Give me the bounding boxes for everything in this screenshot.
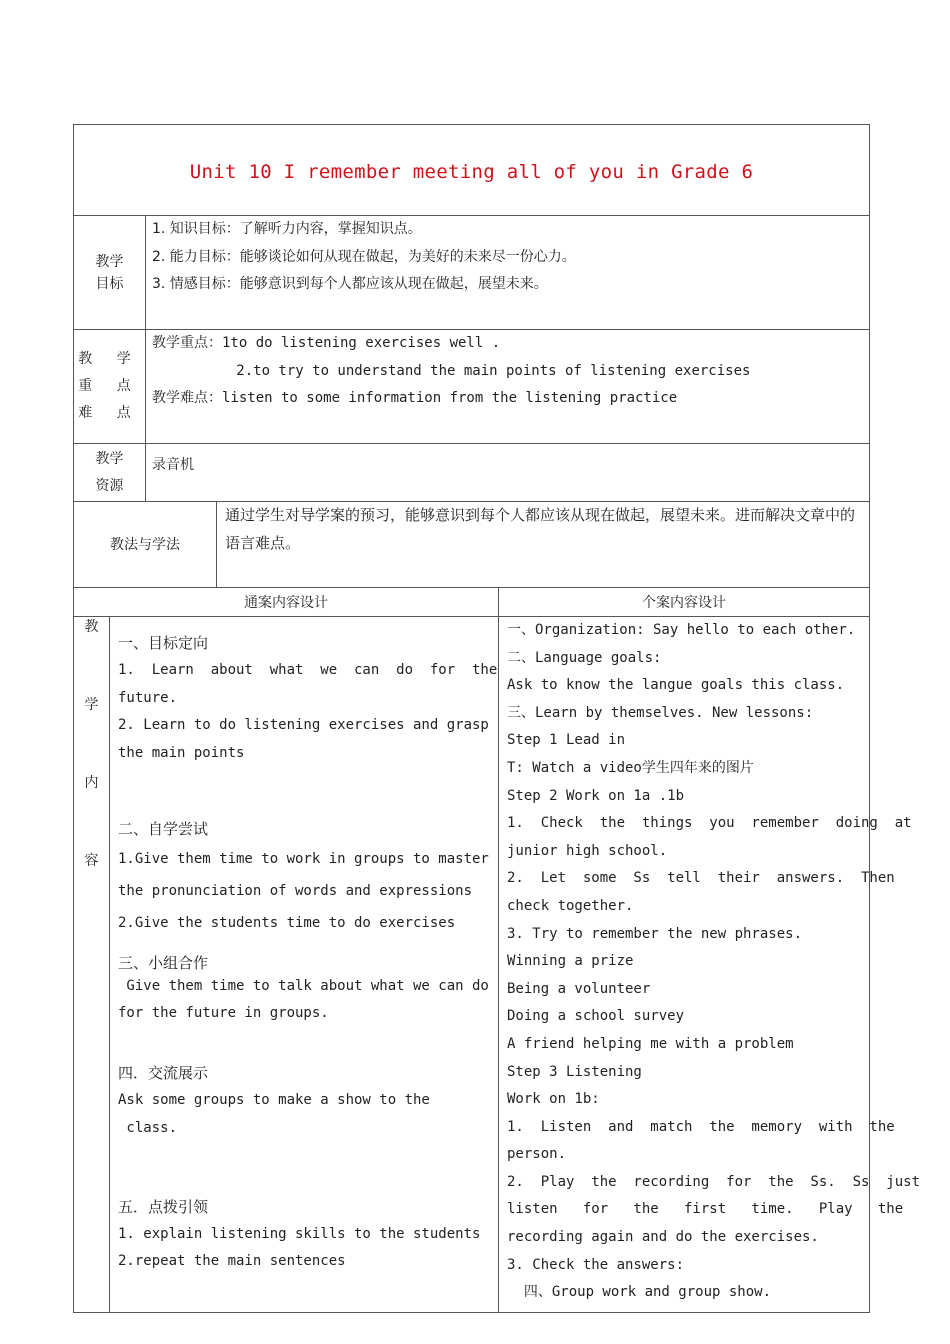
plan-line: A friend helping me with a problem	[507, 1035, 794, 1052]
key-points-content	[146, 330, 870, 444]
objective-item: 3. 情感目标：能够意识到每个人都应该从现在做起，展望未来。	[152, 276, 548, 293]
plan-line: Step 2 Work on 1a .1b	[507, 787, 685, 804]
plan-line: future.	[118, 689, 178, 706]
resources-value: 录音机	[152, 457, 194, 473]
plan-line: Ask to know the langue goals this class.	[507, 677, 845, 694]
plan-line: 2.Give the students time to do exercises	[118, 915, 456, 932]
plan-line: Doing a school survey	[507, 1008, 685, 1025]
plan-line: 3. Try to remember the new phrases.	[507, 925, 803, 942]
plan-line: 1. explain listening skills to the students	[118, 1225, 481, 1242]
objectives-content	[146, 216, 870, 330]
plan-line: person.	[507, 1146, 567, 1163]
methods-value: 通过学生对导学案的预习，能够意识到每个人都应该从现在做起，展望未来。进而解决文章中的语言难点。	[225, 506, 856, 552]
section-heading: 三、小组合作	[118, 954, 209, 973]
objective-item: 2. 能力目标：能够谈论如何从现在做起，为美好的未来尽一份心力。	[152, 248, 576, 265]
plan-line: class.	[118, 1119, 178, 1136]
plan-line: T: Watch a video学生四年来的图片	[507, 759, 754, 776]
section-heading: 五．点拨引领	[118, 1197, 209, 1216]
individual-plan-lines	[507, 617, 921, 1307]
plan-line: 1. Listen and match the memory with the	[507, 1118, 895, 1135]
plan-line: recording again and do the exercises.	[507, 1229, 819, 1246]
plan-line: 2.repeat the main sentences	[118, 1253, 346, 1270]
content-label: 教 学 内 容	[74, 617, 110, 1313]
resources-content	[146, 444, 870, 502]
plan-line: Step 3 Listening	[507, 1063, 642, 1080]
lesson-plan-table	[73, 124, 921, 1313]
key-point-line: 2.to try to understand the main points of listening exercises	[152, 362, 751, 379]
plan-line: 三、Learn by themselves. New lessons:	[507, 704, 814, 721]
plan-line: junior high school.	[507, 842, 668, 859]
plan-line: 1. Learn about what we can do for the	[118, 662, 498, 678]
resources-label: 教学 资源	[74, 444, 146, 502]
plan-line: 一、Organization: Say hello to each other.	[507, 622, 856, 638]
key-point-line: 教学重点：1to do listening exercises well .	[152, 335, 501, 351]
objectives-label: 教学 目标	[74, 216, 146, 330]
page-title: Unit 10 I remember meeting all of you in Grade 6	[189, 161, 754, 183]
plan-line: check together.	[507, 897, 634, 914]
section-heading: 四．交流展示	[118, 1064, 209, 1083]
plan-line: Work on 1b:	[507, 1091, 600, 1108]
methods-content	[217, 502, 870, 588]
title-cell	[74, 125, 870, 216]
section-heading: 二、自学尝试	[118, 820, 209, 839]
plan-line: 2. Play the recording for the Ss. Ss just	[507, 1173, 921, 1190]
objective-item: 1. 知识目标：了解听力内容，掌握知识点。	[152, 221, 422, 237]
plan-line: Give them time to talk about what we can do	[118, 978, 489, 995]
plan-line: 2. Learn to do listening exercises and grasp	[118, 717, 489, 734]
common-plan	[110, 617, 499, 1313]
plan-line: 1. Check the things you remember doing at	[507, 815, 912, 832]
methods-label: 教法与学法	[74, 502, 217, 588]
plan-line: 四、Group work and group show.	[507, 1284, 772, 1301]
plan-line: Step 1 Lead in	[507, 732, 626, 749]
plan-line: Being a volunteer	[507, 980, 651, 997]
key-point-line: 教学难点：listen to some information from the listening practice	[152, 390, 678, 407]
plan-line: the pronunciation of words and expressions	[118, 883, 473, 900]
individual-design-header: 个案内容设计	[499, 588, 870, 617]
plan-line: Winning a prize	[507, 953, 634, 970]
plan-line: 2. Let some Ss tell their answers. Then	[507, 870, 895, 887]
plan-line: 二、Language goals:	[507, 649, 662, 666]
plan-line: 1.Give them time to work in groups to master	[118, 851, 489, 868]
plan-line: 3. Check the answers:	[507, 1256, 685, 1273]
plan-line: listen for the first time. Play the	[507, 1201, 904, 1218]
key-points-label: 教 学 重 点 难 点	[74, 330, 146, 444]
section-heading: 一、目标定向	[118, 634, 209, 652]
plan-line: for the future in groups.	[118, 1005, 329, 1022]
individual-plan	[499, 617, 921, 1313]
plan-line: Ask some groups to make a show to the	[118, 1092, 430, 1109]
common-design-header: 通案内容设计	[74, 588, 499, 617]
plan-line: the main points	[118, 744, 245, 761]
